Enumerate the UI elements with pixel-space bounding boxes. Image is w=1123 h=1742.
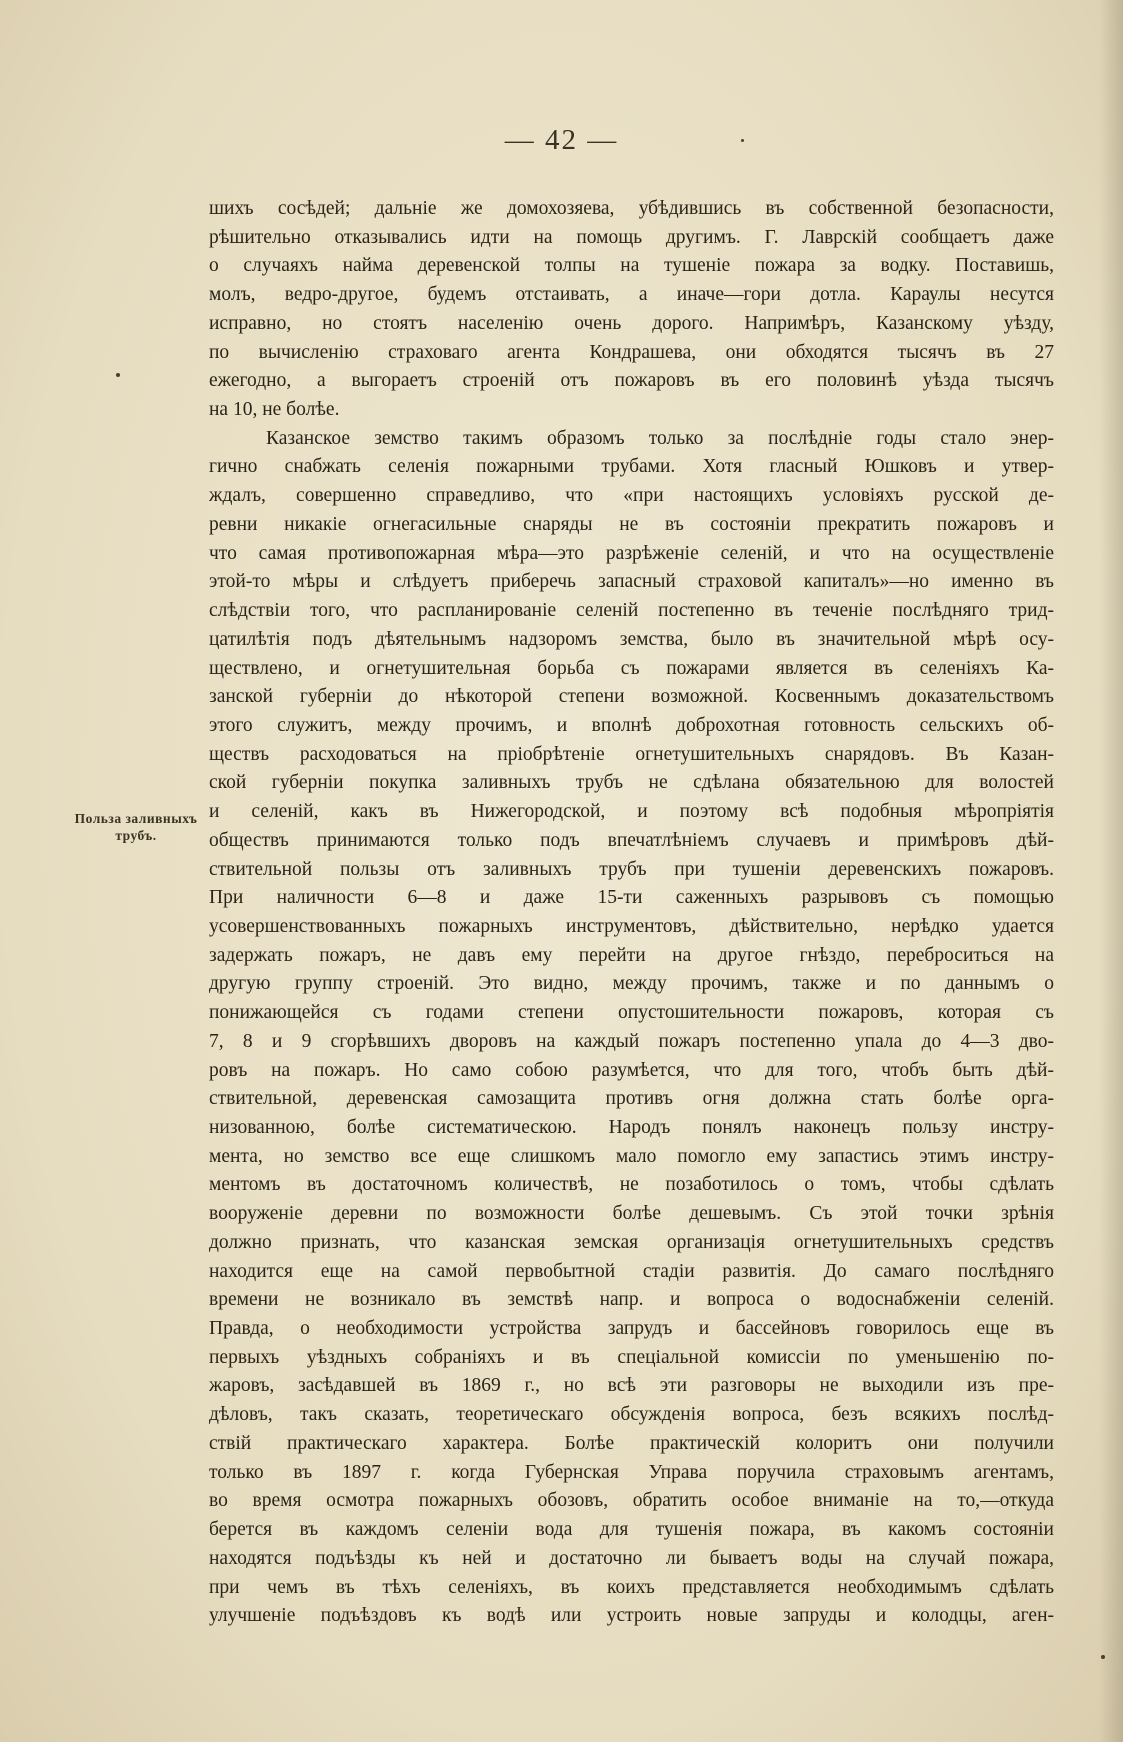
text-line: ждалъ, совершенно справедливо, что «при настоящихъ условіяхъ русской де- xyxy=(209,485,1054,507)
page-number: — 42 — xyxy=(504,124,619,156)
text-line: занской губерніи до нѣкоторой степени возможной. Косвеннымъ доказательствомъ xyxy=(209,686,1054,708)
text-line: рѣшительно отказывались идти на помощь другимъ. Г. Лаврскій сообщаетъ даже xyxy=(209,226,1054,248)
text-line: ствительной пользы отъ заливныхъ трубъ при тушеніи деревенскихъ пожаровъ. xyxy=(209,858,1054,880)
text-line: первыхъ уѣздныхъ собраніяхъ и въ спеціальной комиссіи по уменьшенію по- xyxy=(209,1346,1054,1368)
text-line: цатилѣтія подъ дѣятельнымъ надзоромъ земства, было въ значительной мѣрѣ осу- xyxy=(209,628,1054,650)
text-line: находятся подъѣзды къ ней и достаточно ли бываетъ воды на случай пожара, xyxy=(209,1547,1054,1569)
text-line: дѣловъ, такъ сказать, теоретическаго обсужденія вопроса, безъ всякихъ послѣд- xyxy=(209,1404,1054,1426)
body-text xyxy=(209,195,1054,1631)
text-line: времени не возникало въ земствѣ напр. и вопроса о водоснабженіи селеній. xyxy=(209,1289,1054,1311)
text-line: обществъ принимаются только подъ впечатлѣніемъ случаевъ и примѣровъ дѣй- xyxy=(209,829,1054,851)
margin-note: Польза заливныхъ трубъ. xyxy=(74,811,198,843)
text-line: задержать пожаръ, не давъ ему перейти на другое гнѣздо, переброситься на xyxy=(209,944,1054,966)
text-line: ствій практическаго характера. Болѣе практическій колоритъ они получили xyxy=(209,1432,1054,1454)
text-line: понижающейся съ годами степени опустошительности пожаровъ, которая съ xyxy=(209,1002,1054,1024)
page-edge-shadow xyxy=(1099,0,1123,1742)
text-line: ментомъ въ достаточномъ количествѣ, не позаботилось о томъ, чтобы сдѣлать xyxy=(209,1174,1054,1196)
text-line: ровъ на пожаръ. Но само собою разумѣется, что для того, чтобъ быть дѣй- xyxy=(209,1059,1054,1081)
text-line: ствительной, деревенская самозащита противъ огня должна стать болѣе орга- xyxy=(209,1088,1054,1110)
text-line: усовершенствованныхъ пожарныхъ инструментовъ, дѣйствительно, нерѣдко удается xyxy=(209,915,1054,937)
text-line: Казанское земство такимъ образомъ только за послѣдніе годы стало энер- xyxy=(266,427,1054,449)
text-line: 7, 8 и 9 сгорѣвшихъ дворовъ на каждый пожаръ постепенно упала до 4—3 дво- xyxy=(209,1030,1054,1052)
text-line: шихъ сосѣдей; дальніе же домохозяева, убѣдившись въ собственной безопасности, xyxy=(209,198,1054,219)
text-line: только въ 1897 г. когда Губернская Управа поручила страховымъ агентамъ, xyxy=(209,1461,1054,1483)
text-line: При наличности 6—8 и даже 15-ти саженныхъ разрывовъ съ помощью xyxy=(209,887,1054,909)
text-line: ежегодно, а выгораетъ строеній отъ пожаровъ въ его половинѣ уѣзда тысячъ xyxy=(209,370,1054,392)
text-line: на 10, не болѣе. xyxy=(209,399,340,421)
text-line: ществлено, и огнетушительная борьба съ пожарами является въ селеніяхъ Ка- xyxy=(209,657,1054,679)
text-line: вооруженіе деревни по возможности болѣе дешевымъ. Съ этой точки зрѣнія xyxy=(209,1203,1054,1225)
text-line: улучшеніе подъѣздовъ къ водѣ или устроить новые запруды и колодцы, аген- xyxy=(209,1605,1054,1627)
ink-speck xyxy=(741,139,744,142)
ink-speck xyxy=(1101,1655,1105,1659)
text-line: Правда, о необходимости устройства запрудъ и бассейновъ говорилось еще въ xyxy=(209,1318,1054,1340)
text-line: ской губерніи покупка заливныхъ трубъ не сдѣлана обязательною для волостей xyxy=(209,772,1054,794)
text-line: должно признать, что казанская земская организація огнетушительныхъ средствъ xyxy=(209,1231,1054,1253)
text-line: по вычисленію страховаго агента Кондрашева, они обходятся тысячъ въ 27 xyxy=(209,341,1054,363)
text-line: гично снабжать селенія пожарными трубами. Хотя гласный Юшковъ и утвер- xyxy=(209,456,1054,478)
text-line: мента, но земство все еще слишкомъ мало помогло ему запастись этимъ инстру- xyxy=(209,1145,1054,1167)
text-line: что самая противопожарная мѣра—это разрѣженіе селеній, и что на осуществленіе xyxy=(209,542,1054,564)
text-line: жаровъ, засѣдавшей въ 1869 г., но всѣ эти разговоры не выходили изъ пре- xyxy=(209,1375,1054,1397)
ink-speck xyxy=(116,373,120,377)
text-line: находится еще на самой первобытной стадіи развитія. До самаго послѣдняго xyxy=(209,1260,1054,1282)
text-line: при чемъ въ тѣхъ селеніяхъ, въ коихъ представляется необходимымъ сдѣлать xyxy=(209,1576,1054,1598)
text-line: ревни никакіе огнегасильные снаряды не въ состояніи прекратить пожаровъ и xyxy=(209,513,1054,535)
text-line: низованною, болѣе систематическою. Народъ понялъ наконецъ пользу инстру- xyxy=(209,1117,1054,1138)
text-line: этой-то мѣры и слѣдуетъ приберечь запасный страховой капиталъ»—но именно въ xyxy=(209,571,1054,593)
text-line: исправно, но стоятъ населенію очень дорого. Напримѣръ, Казанскому уѣзду, xyxy=(209,312,1054,334)
text-line: и селеній, какъ въ Нижегородской, и поэтому всѣ подобныя мѣропріятія xyxy=(209,801,1054,823)
text-line: о случаяхъ найма деревенской толпы на тушеніе пожара за водку. Поставишь, xyxy=(209,255,1054,277)
text-line: берется въ каждомъ селеніи вода для тушенія пожара, въ какомъ состояніи xyxy=(209,1519,1054,1541)
text-line: этого служитъ, между прочимъ, и вполнѣ доброхотная готовность сельскихъ об- xyxy=(209,714,1054,736)
text-line: во время осмотра пожарныхъ обозовъ, обратить особое вниманіе на то,—откуда xyxy=(209,1490,1054,1512)
text-line: другую группу строеній. Это видно, между прочимъ, также и по даннымъ о xyxy=(209,973,1054,995)
text-line: молъ, ведро-другое, будемъ отстаивать, а иначе—гори дотла. Караулы несутся xyxy=(209,284,1054,306)
text-line: слѣдствіи того, что распланированіе селеній постепенно въ теченіе послѣдняго трид- xyxy=(209,600,1054,622)
text-line: ществъ расходоваться на пріобрѣтеніе огнетушительныхъ снарядовъ. Въ Казан- xyxy=(209,743,1054,765)
